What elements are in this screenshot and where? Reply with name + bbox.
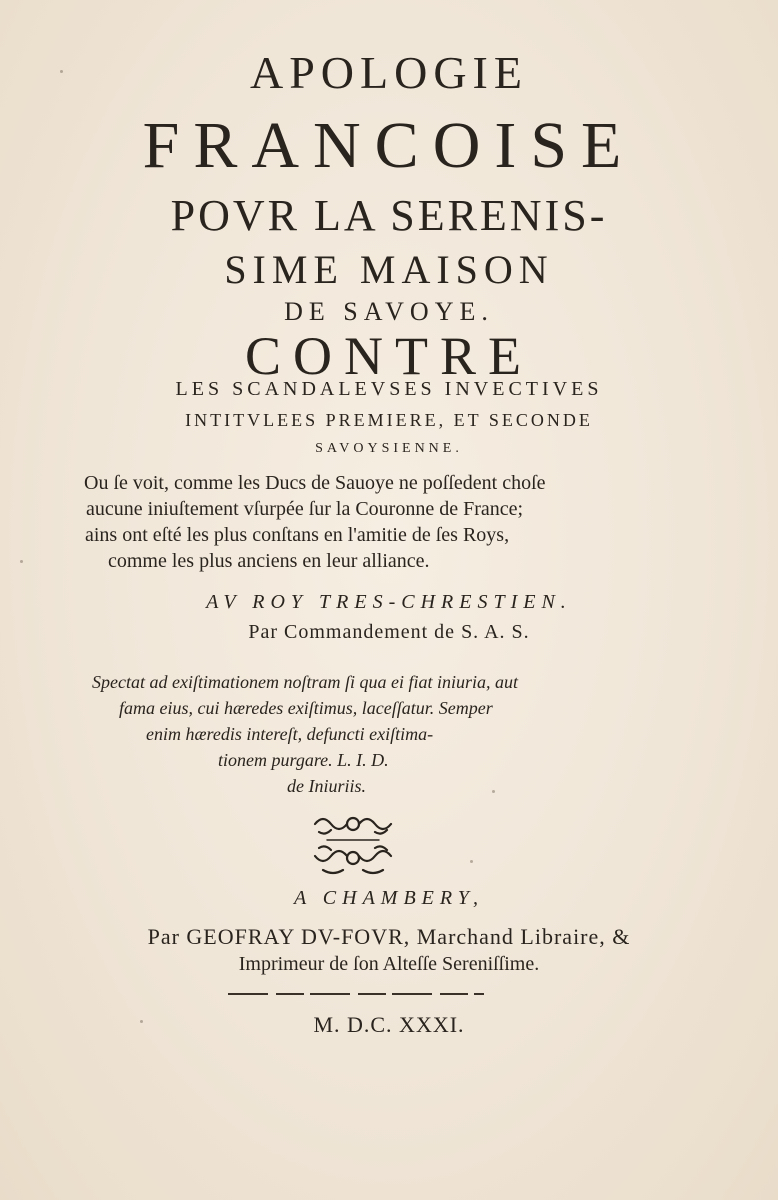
- epigraph-line: Spectat ad exiſtimationem noſtram ſi qua ei fiat iniuria, aut: [92, 672, 518, 692]
- title-line-3: POVR LA SERENIS-: [170, 191, 608, 240]
- imprint-printer: Par GEOFRAY DV-FOVR, Marchand Libraire, &: [147, 924, 631, 949]
- printers-ornament-icon: [309, 810, 397, 882]
- title-line-2: FRANCOISE: [142, 109, 636, 182]
- title-line-9: SAVOYSIENNE.: [315, 441, 463, 456]
- epigraph-line: fama eius, cui hæredes exiſtimus, laceſſatur. Semper: [119, 698, 493, 718]
- imprint-city: A CHAMBERY,: [293, 887, 485, 909]
- paper-speck: [60, 70, 63, 73]
- epigraph-line: de Iniuriis.: [287, 776, 366, 796]
- publication-date: M. D.C. XXXI.: [313, 1012, 465, 1037]
- description-line: comme les plus anciens en leur alliance.: [108, 550, 430, 572]
- title-line-6: CONTRE: [245, 326, 533, 386]
- title-line-5: DE SAVOYE.: [284, 297, 494, 326]
- title-line-7: LES SCANDALEVSES INVECTIVES: [175, 378, 603, 400]
- paper-speck: [492, 790, 495, 793]
- paper-speck: [20, 560, 23, 563]
- imprint-printer-title: Imprimeur de ſon Alteſſe Sereniſſime.: [238, 953, 540, 975]
- title-line-8: INTITVLEES PREMIERE, ET SECONDE: [185, 410, 593, 430]
- divider-rule: [228, 993, 484, 995]
- epigraph-line: tionem purgare. L. I. D.: [218, 750, 389, 770]
- dedication: AV ROY TRES-CHRESTIEN.: [206, 591, 572, 613]
- paper-speck: [140, 1020, 143, 1023]
- title-line-1: APOLOGIE: [250, 47, 528, 98]
- command-line: Par Commandement de S. A. S.: [248, 621, 530, 643]
- description-line: aucune iniuſtement vſurpée ſur la Couronne de France;: [86, 498, 524, 520]
- epigraph-line: enim hæredis intereſt, defuncti exiſtima-: [146, 724, 434, 744]
- description-line: ains ont eſté les plus conſtans en l'amitie de ſes Roys,: [85, 524, 510, 546]
- title-line-4: SIME MAISON: [224, 247, 554, 292]
- description-line: Ou ſe voit, comme les Ducs de Sauoye ne poſſedent choſe: [84, 472, 546, 494]
- paper-speck: [470, 860, 473, 863]
